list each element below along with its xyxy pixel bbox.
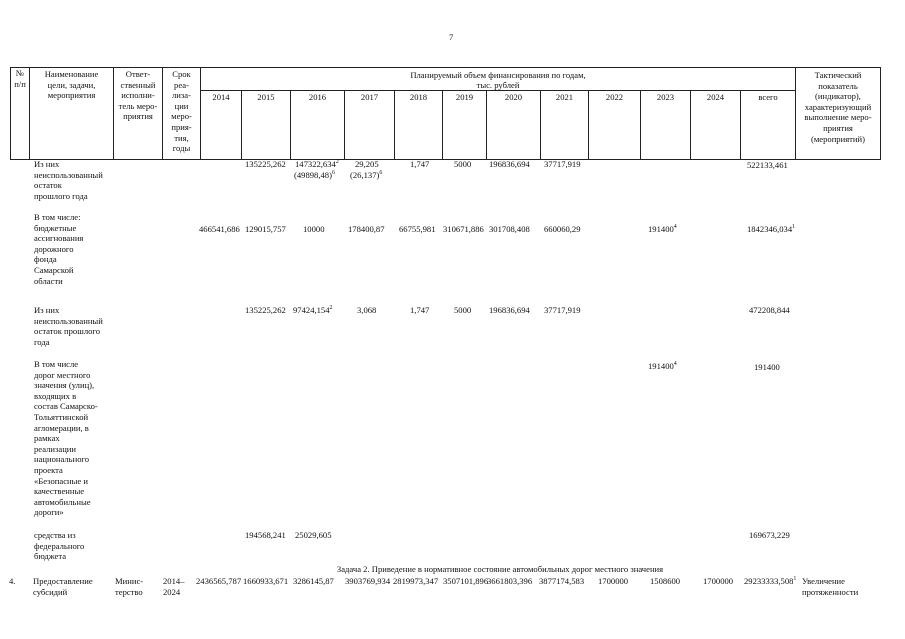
row-2-2023: 191400$^4$ <box>648 224 677 234</box>
row-3-2020: 196836,694 <box>489 305 530 315</box>
row-2-label: В том числе: бюджетные ассигнования дорожного фонда Самарской области <box>34 212 84 286</box>
row-4-total: 29233333,508$^1$ <box>744 576 797 586</box>
row-5-label: средства из федерального бюджета <box>34 530 85 562</box>
row-4-2017: 3903769,934 <box>345 576 391 586</box>
year-2022: 2022 <box>605 92 624 102</box>
row-5-total: 169673,229 <box>749 530 790 540</box>
row-1-label: Из них неиспользованный остаток прошлого года <box>34 159 103 201</box>
row-1-2020: 196836,694 <box>489 159 530 169</box>
year-2016: 2016 <box>308 92 327 102</box>
header-indicator: Тактический показатель (индикатор), характеризующий выполнение меро- приятия (мероприятий) <box>804 70 872 144</box>
row-4-2021: 3877174,583 <box>539 576 585 586</box>
row-4-total: 191400 <box>754 362 780 372</box>
row-4-indicator: Увеличение протяженности <box>802 576 859 597</box>
year-2019: 2019 <box>455 92 474 102</box>
row-2-2014: 466541,686 <box>199 224 240 234</box>
year-2021: 2021 <box>555 92 574 102</box>
row-2-2016: 10000 <box>303 224 325 234</box>
row-4-2018: 2819973,347 <box>393 576 439 586</box>
year-2020: 2020 <box>504 92 523 102</box>
row-2-2017: 178400,87 <box>348 224 385 234</box>
row-4-2023: 191400$^4$ <box>648 361 677 371</box>
header-planned-funding: Планируемый объем финансирования по годам, <box>410 70 586 80</box>
row-4-responsible: Минис- терство <box>115 576 144 597</box>
row-1-2016: 147322,634$^2$ <box>295 159 339 169</box>
year-2014: 2014 <box>212 92 230 102</box>
row-4-2015: 1660933,671 <box>243 576 289 586</box>
year-2015: 2015 <box>257 92 275 102</box>
row-3-label: Из них неиспользованный остаток прошлого года <box>34 305 103 347</box>
row-4-2016: 3286145,87 <box>293 576 334 586</box>
row-4-2022: 1700000 <box>598 576 629 586</box>
year-2023: 2023 <box>656 92 675 102</box>
row-5-2016: 25029,605 <box>295 530 332 540</box>
row-1-total: 522133,461 <box>747 160 788 170</box>
row-4-item-label: Предоставление субсидий <box>33 576 93 597</box>
row-4-2020: 3661803,396 <box>487 576 533 586</box>
page-number: 7 <box>449 32 454 42</box>
header-num: № п/п <box>14 68 26 89</box>
row-4-2014: 2436565,787 <box>196 576 242 586</box>
header-term: Срок реа- лиза- ции меро- прия- тия, годы <box>171 69 192 154</box>
row-1-2018: 1,747 <box>410 159 430 169</box>
row-2-2018: 66755,981 <box>399 224 436 234</box>
row-1-2017-b: $(26,137)^6$ <box>350 170 383 180</box>
row-4-2019: 3507101,896 <box>443 576 489 586</box>
header-responsible: Ответ- ственный исполни- тель меро- приятия <box>118 69 158 122</box>
row-3-2015: 135225,262 <box>245 305 286 315</box>
row-3-2016: 97424,154$^2$ <box>293 305 333 315</box>
header-name: Наименование цели, задачи, мероприятия <box>44 69 99 101</box>
row-4-label: В том числе дорог местного значения (улиц), входящих в состав Самарско- Тольяттинской агломерации, в рамках реализации национального проекта «Безопасные и качественные автомобильные дороги» <box>34 359 98 518</box>
row-2-2015: 129015,757 <box>245 224 286 234</box>
row-4-2023: 1508600 <box>650 576 681 586</box>
row-4-2024: 1700000 <box>703 576 734 586</box>
row-2-2019: 310671,886 <box>443 224 484 234</box>
year-total: всего <box>758 92 778 102</box>
row-3-2021: 37717,919 <box>544 305 581 315</box>
row-3-total: 472208,844 <box>749 305 790 315</box>
row-5-2015: 194568,241 <box>245 530 286 540</box>
row-1-2019: 5000 <box>454 159 472 169</box>
header-planned-funding-unit: тыс. рублей <box>476 80 520 90</box>
row-1-2017: 29,205 <box>355 159 379 169</box>
year-2018: 2018 <box>409 92 428 102</box>
row-3-2019: 5000 <box>454 305 472 315</box>
row-2-2020: 301708,408 <box>489 224 530 234</box>
row-2-2021: 660060,29 <box>544 224 581 234</box>
row-3-2017: 3,068 <box>357 305 377 315</box>
row-4-term: 2014– 2024 <box>163 576 185 597</box>
row-4-num: 4. <box>9 576 16 586</box>
year-2024: 2024 <box>706 92 725 102</box>
year-2017: 2017 <box>360 92 379 102</box>
row-2-total: 1842346,034$^1$ <box>747 224 796 234</box>
row-1-2015: 135225,262 <box>245 159 286 169</box>
row-1-2016-b: $(49898,48)^6$ <box>294 170 335 180</box>
task-2-heading: Задача 2. Приведение в нормативное состояние автомобильных дорог местного значения <box>336 564 664 574</box>
row-3-2018: 1,747 <box>410 305 430 315</box>
row-1-2021: 37717,919 <box>544 159 581 169</box>
